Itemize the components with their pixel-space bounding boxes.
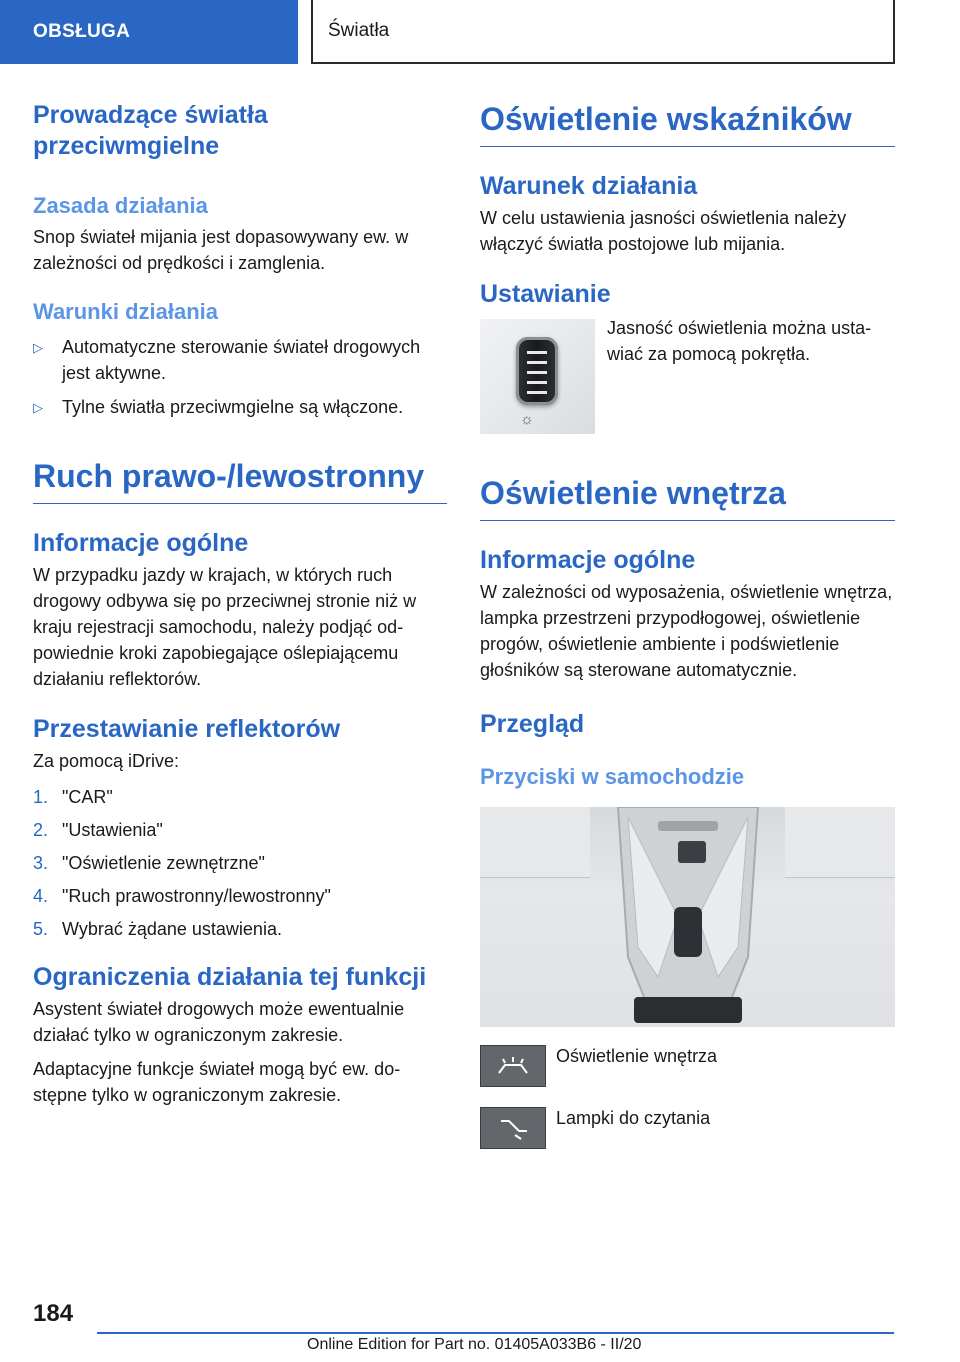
step-text: Wybrać żądane ustawienia. [62, 919, 282, 939]
heading-conditions: Warunki działania [33, 299, 219, 324]
heading-interior-general: Informacje ogólne [480, 546, 696, 574]
heading-principle: Zasada działania [33, 193, 208, 218]
text-limits-1: Asystent świateł drogowych może ewentualnie działać tylko w ograniczonym zakresie. [33, 999, 405, 1045]
text-setting: Jasność oświetlenia można ustawiać za pomocą pokrętła. [607, 318, 872, 364]
dimmer-knob-icon [516, 337, 558, 405]
heading-condition: Warunek działania [480, 172, 698, 200]
heading-buttons: Przyciski w samochodzie [480, 764, 745, 789]
step-number: 5. [33, 919, 49, 939]
list-item [33, 784, 447, 810]
step-number: 1. [33, 787, 49, 807]
list-item [33, 916, 447, 942]
step-text: "Ustawienia" [62, 820, 163, 840]
text-limits-2: Adaptacyjne funkcje świateł mogą być ew. dostępne tylko w ograniczonym zakresie. [33, 1059, 401, 1105]
list-item-text: Tylne światła przeciwmgielne są włączone. [62, 397, 404, 417]
legend-row [480, 1107, 895, 1149]
page-number: 184 [33, 1300, 74, 1327]
heading-instrument-lighting: Oświetlenie wskaźników [480, 100, 895, 147]
text-condition: W celu ustawienia jasności oświetlenia należy włączyć światła postojowe lub mijania. [480, 208, 847, 254]
chapter-label: Światła [328, 20, 390, 41]
section-label: OBSŁUGA [33, 21, 131, 42]
step-text: "CAR" [62, 787, 113, 807]
steps-list [33, 784, 447, 942]
heading-traffic: Ruch prawo-/lewostronny [33, 457, 447, 504]
left-column [33, 100, 447, 1108]
triangle-bullet-icon: ▷ [33, 340, 43, 355]
step-text: "Ruch prawostronny/lewostronny" [62, 886, 331, 906]
sun-visor-right [785, 807, 895, 878]
legend-label: Lampki do czytania [556, 1108, 711, 1128]
text-interior-general: W zależności od wyposażenia, oświetlenie wnętrza, lampka przestrzeni przypodłogowej, oświetlenie progów, oświetlenie ambiente i podświetlenie głośników są sterowane automatycznie. [480, 582, 893, 680]
heading-general-info: Informacje ogólne [33, 529, 249, 557]
heading-limits: Ograniczenia działania tej funkcji [33, 963, 427, 991]
list-item [33, 883, 447, 909]
roof-console-image [480, 807, 895, 1027]
step-number: 2. [33, 820, 49, 840]
reading-light-icon [480, 1107, 546, 1149]
conditions-list [33, 334, 447, 421]
legend-row [480, 1045, 895, 1087]
list-item-text: Automatyczne sterowanie świateł drogowych jest aktywne. [62, 337, 421, 383]
heading-overview: Przegląd [480, 710, 585, 738]
dimmer-knob-image [480, 319, 595, 434]
heading-setting: Ustawianie [480, 280, 611, 308]
heading-interior-lighting: Oświetlenie wnętrza [480, 474, 895, 521]
step-number: 3. [33, 853, 49, 873]
roof-console-graphic [598, 807, 778, 1025]
step-text: "Oświetlenie zewnętrzne" [62, 853, 265, 873]
list-item [33, 817, 447, 843]
list-item [33, 334, 447, 386]
footer-edition: Online Edition for Part no. 01405A033B6 - II/20 [307, 1336, 642, 1353]
step-number: 4. [33, 886, 49, 906]
chapter-header [311, 0, 895, 64]
heading-fog-lights: Prowadzące światła przeciwmgielne [33, 101, 268, 160]
triangle-bullet-icon: ▷ [33, 400, 43, 415]
text-idrive: Za pomocą iDrive: [33, 751, 180, 771]
right-column [480, 100, 895, 1149]
setting-block [480, 319, 895, 434]
instrument-light-icon: ☼ [520, 411, 534, 428]
list-item [33, 394, 447, 421]
heading-adjust-headlights: Przestawianie reflektorów [33, 715, 341, 743]
interior-light-icon [480, 1045, 546, 1087]
text-principle: Snop świateł mijania jest dopasowywany ew. w zależności od prędkości i zamglenia. [33, 227, 409, 273]
list-item [33, 850, 447, 876]
footer-divider [97, 1332, 894, 1334]
section-tab [0, 0, 298, 64]
text-general-info: W przypadku jazdy w krajach, w których ruch drogowy odbywa się po przeciwnej stronie niż w kraju rejestracji samochodu, należy podjąć odpowiednie kroki zapobiegające oślepiającemu działaniu reflektorów. [33, 565, 417, 689]
legend-label: Oświetlenie wnętrza [556, 1046, 718, 1066]
sun-visor-left [480, 807, 590, 878]
